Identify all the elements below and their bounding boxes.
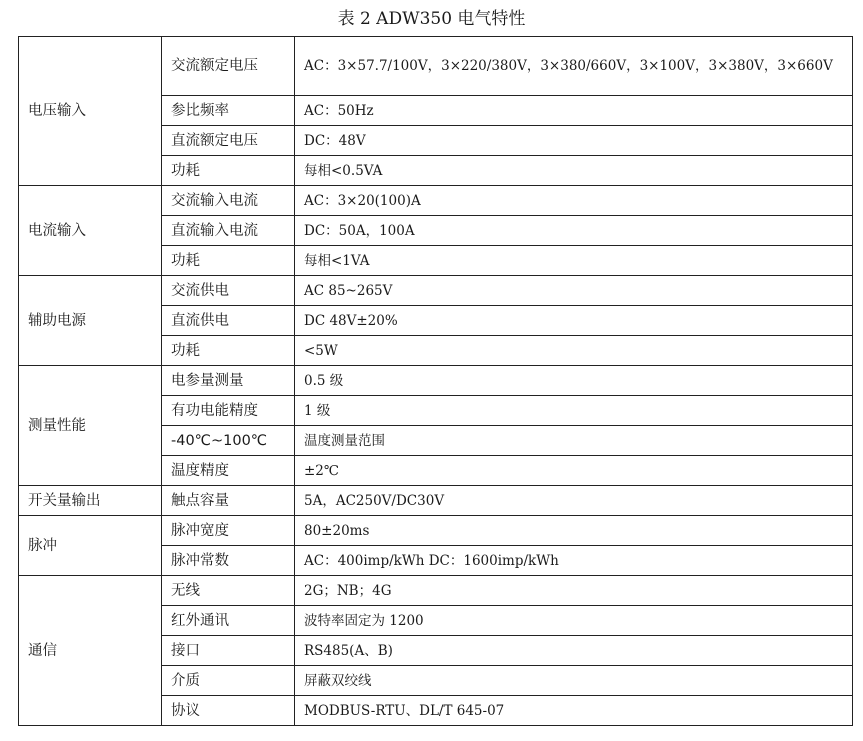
item-label: 直流额定电压	[162, 126, 295, 156]
item-value: 波特率固定为 1200	[295, 606, 853, 636]
item-label: 温度精度	[162, 456, 295, 486]
item-label: 介质	[162, 666, 295, 696]
item-label: -40℃~100℃	[162, 426, 295, 456]
item-value: ±2℃	[295, 456, 853, 486]
item-label: 脉冲宽度	[162, 516, 295, 546]
item-value: <5W	[295, 336, 853, 366]
item-value: AC：3×20(100)A	[295, 186, 853, 216]
table-caption: 表 2 ADW350 电气特性	[337, 9, 526, 29]
item-value: 温度测量范围	[295, 426, 853, 456]
item-label: 交流额定电压	[162, 37, 295, 96]
item-value: 屏蔽双绞线	[295, 666, 853, 696]
item-value: 1 级	[295, 396, 853, 426]
item-label: 无线	[162, 576, 295, 606]
item-value: 2G；NB；4G	[295, 576, 853, 606]
electrical-spec-table	[18, 36, 853, 726]
item-label: 触点容量	[162, 486, 295, 516]
item-value: 每相<1VA	[295, 246, 853, 276]
item-value: AC：50Hz	[295, 96, 853, 126]
item-label: 协议	[162, 696, 295, 726]
item-label: 红外通讯	[162, 606, 295, 636]
group-label: 电压输入	[19, 37, 162, 186]
item-value: DC：48V	[295, 126, 853, 156]
table-row	[19, 516, 853, 546]
group-label: 通信	[19, 576, 162, 726]
item-label: 接口	[162, 636, 295, 666]
item-label: 功耗	[162, 336, 295, 366]
group-label: 辅助电源	[19, 276, 162, 366]
item-label: 有功电能精度	[162, 396, 295, 426]
group-label: 测量性能	[19, 366, 162, 486]
item-label: 功耗	[162, 246, 295, 276]
item-label: 交流输入电流	[162, 186, 295, 216]
table-row	[19, 366, 853, 396]
group-label: 脉冲	[19, 516, 162, 576]
table-row	[19, 186, 853, 216]
table-row	[19, 37, 853, 96]
item-value: DC：50A，100A	[295, 216, 853, 246]
item-value: RS485(A、B)	[295, 636, 853, 666]
item-value: AC 85~265V	[295, 276, 853, 306]
item-label: 直流供电	[162, 306, 295, 336]
item-value: MODBUS-RTU、DL/T 645-07	[295, 696, 853, 726]
item-label: 功耗	[162, 156, 295, 186]
item-value: DC 48V±20%	[295, 306, 853, 336]
table-row	[19, 576, 853, 606]
item-value: 5A，AC250V/DC30V	[295, 486, 853, 516]
group-label: 电流输入	[19, 186, 162, 276]
group-label: 开关量输出	[19, 486, 162, 516]
item-value: 0.5 级	[295, 366, 853, 396]
item-label: 参比频率	[162, 96, 295, 126]
table-row	[19, 486, 853, 516]
item-value: 80±20ms	[295, 516, 853, 546]
item-label: 交流供电	[162, 276, 295, 306]
item-value: 每相<0.5VA	[295, 156, 853, 186]
item-value: AC：400imp/kWh DC：1600imp/kWh	[295, 546, 853, 576]
item-label: 直流输入电流	[162, 216, 295, 246]
item-label: 电参量测量	[162, 366, 295, 396]
table-row	[19, 276, 853, 306]
item-value: AC：3×57.7/100V，3×220/380V，3×380/660V，3×100V，3×380V，3×660V	[295, 37, 853, 96]
item-label: 脉冲常数	[162, 546, 295, 576]
